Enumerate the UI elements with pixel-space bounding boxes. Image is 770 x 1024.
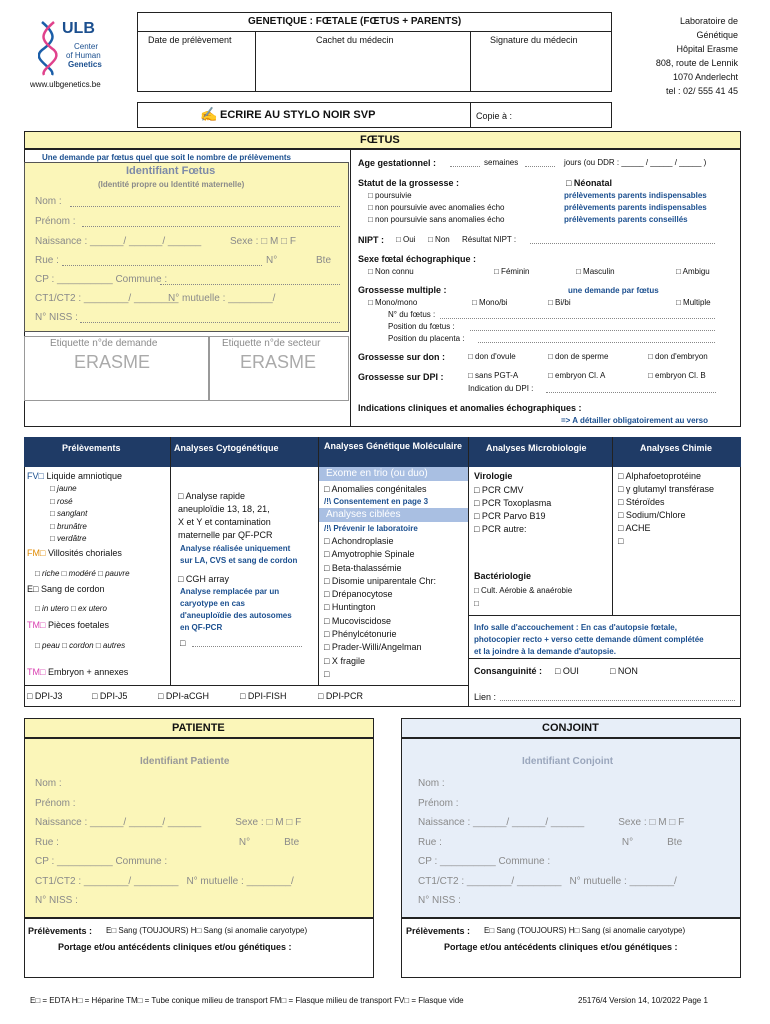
statut-2[interactable]: □ non poursuivie avec anomalies écho xyxy=(368,203,505,212)
multiple-opt-3[interactable]: □ Bi/bi xyxy=(548,298,571,307)
age-label: Age gestationnel : xyxy=(358,158,437,168)
info-salle: Info salle d'accouchement : En cas d'autopsie fœtale, photocopier recto + verso cette demande dûment complétée et la joindre à la demande d'autopsie. xyxy=(474,623,704,656)
foetus-note: Une demande par fœtus quel que soit le nombre de prélèvements xyxy=(42,153,291,162)
dpi-opt-3[interactable]: □ embryon Cl. B xyxy=(648,371,706,380)
multiple-opt-4[interactable]: □ Multiple xyxy=(676,298,711,307)
sang-cordon[interactable]: Sang de cordon xyxy=(40,584,105,594)
logo-sub-1: Center xyxy=(74,42,99,51)
dpi-code-4[interactable]: □ DPI-FISH xyxy=(240,691,287,701)
patiente-ident: Identifiant Patiente xyxy=(140,756,230,767)
stylo-text: ECRIRE AU STYLO NOIR SVP xyxy=(220,109,376,121)
semaines-label: semaines xyxy=(484,158,519,167)
patiente-prelev-val[interactable]: E□ Sang (TOUJOURS) H□ Sang (si anomalie caryotype) xyxy=(106,926,308,935)
signature-label: Signature du médecin xyxy=(490,35,578,45)
bacterio-title: Bactériologie xyxy=(474,571,532,581)
conjoint-ident: Identifiant Conjoint xyxy=(522,756,614,767)
nipt-oui[interactable]: □ Oui xyxy=(396,235,416,244)
don-opt-3[interactable]: □ don d'embryon xyxy=(648,352,708,361)
nipt-label: NIPT : xyxy=(358,235,384,245)
hdr-cyto: Analyses Cytogénétique xyxy=(174,443,279,453)
conjoint-fields[interactable]: Nom : Prénom : Naissance : ______/ ______/ ______ Sexe : □ M □ F Rue : N° Bte CP : __________ Commune : CT1/CT2 : ________/ ________ N° mutuelle : ________/ N° NISS : xyxy=(418,778,685,906)
dpi-code-2[interactable]: □ DPI-J5 xyxy=(92,691,128,701)
cibles-note: /!\ Prévenir le laboratoire xyxy=(324,524,418,533)
don-opt-1[interactable]: □ don d'ovule xyxy=(468,352,516,361)
sexe-opt-4[interactable]: □ Ambigu xyxy=(676,267,710,276)
multiple-label: Grossesse multiple : xyxy=(358,285,447,295)
sexe-echo-label: Sexe fœtal échographique : xyxy=(358,254,477,264)
exome-item-1[interactable]: □ Anomalies congénitales xyxy=(324,484,427,494)
erasme-1: ERASME xyxy=(74,352,151,372)
foetus-sexe[interactable]: Sexe : □ M □ F xyxy=(230,236,296,247)
cibles-title: Analyses ciblées xyxy=(326,509,401,520)
hdr-micro: Analyses Microbiologie xyxy=(486,443,587,453)
website: www.ulbgenetics.be xyxy=(30,80,101,89)
cyto-rapide[interactable]: □ Analyse rapide aneuploïdie 13, 18, 21, X et Y et contamination maternelle par QF-PCR xyxy=(178,491,273,540)
conjoint-title: CONJOINT xyxy=(542,722,599,734)
foetus-num[interactable]: N° xyxy=(266,255,278,266)
foetus-mutuelle[interactable]: N° mutuelle : ________/ xyxy=(168,293,276,304)
neonatal[interactable]: □ Néonatal xyxy=(566,178,612,188)
villosites[interactable]: Villosités choriales xyxy=(47,548,122,558)
prelev-1: prélèvements parents indispensables xyxy=(564,191,707,200)
etiq-sect-label: Etiquette n°de secteur xyxy=(222,338,321,349)
exome-title: Exome en trio (ou duo) xyxy=(326,468,428,479)
patiente-title: PATIENTE xyxy=(172,722,225,734)
pieces-foetales[interactable]: Pièces foetales xyxy=(47,620,109,630)
cgh-note: Analyse remplacée par un caryotype en cas d'aneuploïdie des autosomes en QF-PCR xyxy=(180,587,292,632)
foetus-prenom[interactable]: Prénom : xyxy=(35,216,76,227)
dpi-opt-2[interactable]: □ embryon Cl. A xyxy=(548,371,606,380)
multiple-opt-1[interactable]: □ Mono/mono xyxy=(368,298,418,307)
date-label: Date de prélèvement xyxy=(148,35,232,45)
ulb-logo xyxy=(38,20,118,80)
viro-title: Virologie xyxy=(474,471,513,481)
tm-code-1: TM□ xyxy=(27,620,46,630)
jours-label: jours (ou DDR : _____ / _____ / _____ ) xyxy=(564,158,707,167)
sexe-opt-3[interactable]: □ Masculin xyxy=(576,267,615,276)
cyto-note: Analyse réalisée uniquement sur LA, CVS et sang de cordon xyxy=(180,544,298,565)
foetus-naissance[interactable]: Naissance : ______/ ______/ ______ xyxy=(35,236,202,247)
pieces-opts[interactable]: □ peau □ cordon □ autres xyxy=(35,641,126,650)
multiple-note: une demande par fœtus xyxy=(568,286,659,295)
fm-code: FM□ xyxy=(27,548,46,558)
pen-icon: ✍ xyxy=(200,106,218,122)
foetus-ident-sub: (Identité propre ou Identité maternelle) xyxy=(98,180,245,189)
dpi-ind: Indication du DPI : xyxy=(468,384,534,393)
hdr-molec: Analyses Génétique Moléculaire xyxy=(323,441,463,451)
foetus-cp[interactable]: CP : __________ Commune : xyxy=(35,274,168,285)
erasme-2: ERASME xyxy=(240,352,317,372)
foetus-niss[interactable]: N° NISS : xyxy=(35,312,78,323)
prelev-2: prélèvements parents indispensables xyxy=(564,203,707,212)
foetus-bte[interactable]: Bte xyxy=(316,255,332,266)
sexe-opt-1[interactable]: □ Non connu xyxy=(368,267,414,276)
don-label: Grossesse sur don : xyxy=(358,352,446,362)
conjoint-prelev-label: Prélèvements : xyxy=(406,926,471,936)
foetus-nom[interactable]: Nom : xyxy=(35,196,62,207)
logo-sub-2: of Human xyxy=(66,51,101,60)
cgh-array[interactable]: □ CGH array xyxy=(178,574,229,584)
conjoint-portage: Portage et/ou antécédents cliniques et/ou génétiques : xyxy=(444,942,678,952)
multi-line-3: Position du placenta : xyxy=(388,334,465,343)
indications-label: Indications cliniques et anomalies échographiques : xyxy=(358,403,582,413)
consang-label: Consanguinité : xyxy=(474,666,542,676)
consang-non[interactable]: □ NON xyxy=(610,666,638,676)
consang-oui[interactable]: □ OUI xyxy=(555,666,579,676)
embryon[interactable]: Embryon + annexes xyxy=(47,667,129,677)
multi-line-2: Position du fœtus : xyxy=(388,322,455,331)
nipt-res: Résultat NIPT : xyxy=(462,235,517,244)
dpi-opt-1[interactable]: □ sans PGT-A xyxy=(468,371,519,380)
dpi-code-5[interactable]: □ DPI-PCR xyxy=(318,691,363,701)
verso-note: => A détailler obligatoirement au verso xyxy=(561,416,709,425)
logo-title: ULB xyxy=(62,20,95,37)
cibles-list[interactable]: □ Achondroplasie □ Amyotrophie Spinale □ Beta-thalassémie □ Disomie uniparentale Chr: □ Drépanocytose □ Huntington □ Mucoviscidose □ Phénylcétonurie □ Prader-Willi/Angelman □ X fragile □ xyxy=(324,536,436,679)
tm-code-2: TM□ xyxy=(27,667,46,677)
form-title: GENETIQUE : FŒTALE (FŒTUS + PARENTS) xyxy=(248,16,462,27)
etiq-dem-label: Etiquette n°de demande xyxy=(50,338,158,349)
copie-label: Copie à : xyxy=(476,111,513,121)
sexe-opt-2[interactable]: □ Féminin xyxy=(494,267,530,276)
foetus-ident-title: Identifiant Fœtus xyxy=(126,165,216,177)
dna-icon xyxy=(38,20,60,76)
nipt-non[interactable]: □ Non xyxy=(428,235,450,244)
liquide-amniotique[interactable]: Liquide amniotique xyxy=(46,471,123,481)
prelev-3: prélèvements parents conseillés xyxy=(564,215,688,224)
hdr-prelev: Prélèvements xyxy=(62,443,121,453)
lab-address: Laboratoire de Génétique Hôpital Erasme 808, route de Lennik 1070 Anderlecht tel : 02/ 555 41 45 xyxy=(655,16,738,96)
multiple-opt-2[interactable]: □ Mono/bi xyxy=(472,298,508,307)
cyto-other[interactable]: □ xyxy=(180,638,186,648)
lien-label: Lien : xyxy=(474,692,497,702)
chimie-list[interactable]: □ Alphafoetoprotéine □ γ glutamyl transférase □ Stéroïdes □ Sodium/Chlore □ ACHE □ xyxy=(618,471,714,546)
hdr-chimie: Analyses Chimie xyxy=(640,443,713,453)
patiente-portage: Portage et/ou antécédents cliniques et/ou génétiques : xyxy=(58,942,292,952)
statut-label: Statut de la grossesse : xyxy=(358,178,460,188)
dpi-label: Grossesse sur DPI : xyxy=(358,372,444,382)
footer-legend: E□ = EDTA H□ = Héparine TM□ = Tube conique milieu de transport FM□ = Flasque milieu de transport FV□ = Flasque vide xyxy=(30,996,464,1005)
dpi-code-1[interactable]: □ DPI-J3 xyxy=(27,691,63,701)
multi-line-1: N° du fœtus : xyxy=(388,310,436,319)
footer-ref: 25176/4 Version 14, 10/2022 Page 1 xyxy=(578,996,708,1005)
bacterio-list[interactable]: □ Cult. Aérobie & anaérobie □ xyxy=(474,586,573,608)
statut-3[interactable]: □ non poursuivie sans anomalies écho xyxy=(368,215,505,224)
foetus-rue[interactable]: Rue : xyxy=(35,255,59,266)
statut-1[interactable]: □ poursuivie xyxy=(368,191,412,200)
liquide-sub[interactable]: □ jaune □ rosé □ sanglant □ brunâtre □ verdâtre xyxy=(50,484,88,543)
e-code: E□ xyxy=(27,584,39,594)
cordon-opts[interactable]: □ in utero □ ex utero xyxy=(35,604,107,613)
viro-list[interactable]: □ PCR CMV □ PCR Toxoplasma □ PCR Parvo B19 □ PCR autre: xyxy=(474,485,552,534)
don-opt-2[interactable]: □ don de sperme xyxy=(548,352,609,361)
logo-sub-3: Genetics xyxy=(68,60,102,69)
exome-item-2: /!\ Consentement en page 3 xyxy=(324,497,429,506)
patiente-prelev-label: Prélèvements : xyxy=(28,926,93,936)
dpi-code-3[interactable]: □ DPI-aCGH xyxy=(158,691,209,701)
patiente-fields[interactable]: Nom : Prénom : Naissance : ______/ ______/ ______ Sexe : □ M □ F Rue : N° Bte CP : __________ Commune : CT1/CT2 : ________/ ________ N° mutuelle : ________/ N° NISS : xyxy=(35,778,302,906)
foetus-ct[interactable]: CT1/CT2 : ________/ ________ xyxy=(35,293,179,304)
conjoint-prelev-val[interactable]: E□ Sang (TOUJOURS) H□ Sang (si anomalie caryotype) xyxy=(484,926,686,935)
foetus-title: FŒTUS xyxy=(360,134,400,146)
cachet-label: Cachet du médecin xyxy=(316,35,394,45)
fv-code: FV□ xyxy=(27,471,44,481)
villosites-opts[interactable]: □ riche □ modéré □ pauvre xyxy=(35,569,130,578)
